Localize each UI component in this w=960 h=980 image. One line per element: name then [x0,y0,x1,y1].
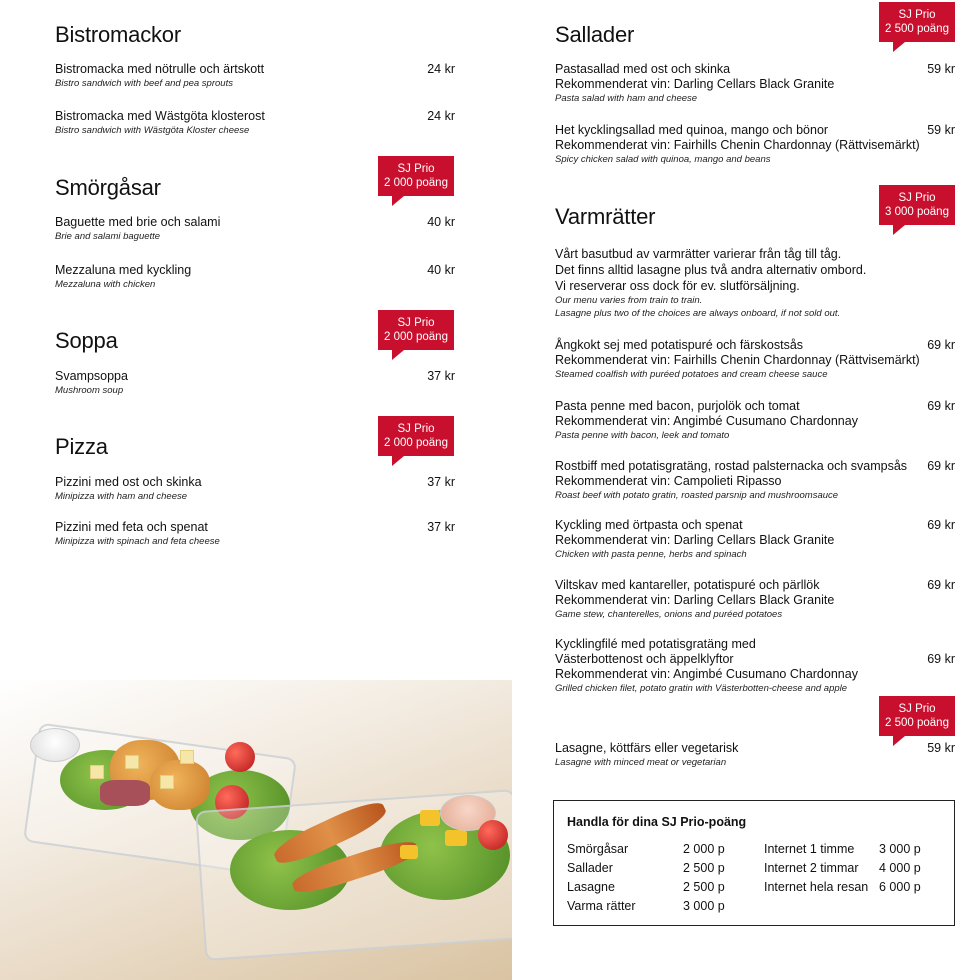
item-name: Bistromacka med Wästgöta klosterost [55,109,265,123]
item-price: 59 kr [927,62,955,76]
points-label: Internet 2 timmar [764,861,859,875]
menu-item [555,637,955,696]
points-table [553,800,955,926]
item-wine: Rekommenderat vin: Darling Cellars Black Granite [555,77,835,91]
salad-photo [0,680,512,980]
points-value: 6 000 p [879,880,921,894]
item-english: Mushroom soup [55,385,124,396]
item-english: Brie and salami baguette [55,231,161,242]
section-title-soppa: Soppa [55,328,118,353]
item-english: Mezzaluna with chicken [55,279,156,290]
points-label: Varma rätter [567,899,636,913]
item-price: 40 kr [427,263,455,277]
tomato [478,820,508,850]
item-name: Pastasallad med ost och skinka [555,62,731,76]
item-price: 69 kr [927,459,955,473]
item-name: Baguette med brie och salami [55,215,221,229]
menu-note [555,246,955,320]
badge-label: SJ Prio [898,703,936,715]
item-price: 69 kr [927,399,955,413]
cheese-cube [160,775,174,789]
badge-points: 2 000 poäng [384,177,448,189]
badge-points: 2 500 poäng [885,717,949,729]
item-name: Bistromacka med nötrulle och ärtskott [55,62,265,76]
item-name-line2: Västerbottenost och äppelklyftor [555,652,734,666]
item-name: Pizzini med feta och spenat [55,520,208,534]
item-english: Grilled chicken filet, potato gratin with Västerbotten-cheese and apple [555,683,848,694]
item-price: 69 kr [927,652,955,666]
menu-item [55,109,455,138]
points-label: Smörgåsar [567,842,629,856]
item-english: Bistro sandwich with Wästgöta Kloster cheese [55,125,250,136]
menu-item [55,475,455,504]
section-title-pizza: Pizza [55,434,108,459]
item-english: Lasagne with minced meat or vegetarian [555,757,727,768]
note-line: Vårt basutbud av varmrätter varierar från tåg till tåg. [555,247,842,261]
item-name: Svampsoppa [55,369,128,383]
mango-piece [445,830,467,846]
pasta [150,760,210,810]
item-wine: Rekommenderat vin: Darling Cellars Black Granite [555,593,835,607]
menu-item [55,62,455,91]
item-name: Mezzaluna med kyckling [55,263,192,277]
badge-points: 2 500 poäng [885,23,949,35]
item-english: Minipizza with spinach and feta cheese [55,536,220,547]
item-english: Steamed coalfish with puréed potatoes and cream cheese sauce [555,369,828,380]
item-wine: Rekommenderat vin: Campolieti Ripasso [555,474,782,488]
menu-item [55,369,455,398]
item-wine: Rekommenderat vin: Fairhills Chenin Chardonnay (Rättvisemärkt) [555,353,920,367]
sj-prio-badge [378,310,454,350]
ham [100,780,150,806]
item-english: Minipizza with ham and cheese [55,491,188,502]
section-title-varmratter: Varmrätter [555,204,656,229]
item-price: 69 kr [927,518,955,532]
item-name: Kyckling med örtpasta och spenat [555,518,743,532]
points-value: 2 500 p [683,880,725,894]
item-english: Pasta penne with bacon, leek and tomato [555,430,730,441]
badge-label: SJ Prio [898,192,936,204]
item-price: 69 kr [927,578,955,592]
item-wine: Rekommenderat vin: Angimbé Cusumano Chardonnay [555,667,858,681]
item-name: Ångkokt sej med potatispuré och färskostsås [555,338,804,352]
sj-prio-badge [378,156,454,196]
item-name: Het kycklingsallad med quinoa, mango och bönor [555,123,829,137]
item-name: Viltskav med kantareller, potatispuré och pärllök [555,578,820,592]
badge-points: 2 000 poäng [384,331,448,343]
item-price: 37 kr [427,475,455,489]
item-english: Roast beef with potato gratin, roasted parsnip and mushroomsauce [555,490,839,501]
dressing-cup [30,728,80,762]
item-name: Pasta penne med bacon, purjolök och tomat [555,399,800,413]
item-english: Chicken with pasta penne, herbs and spinach [555,549,747,560]
points-label: Sallader [567,861,613,875]
tomato [225,742,255,772]
item-name: Pizzini med ost och skinka [55,475,202,489]
item-name: Lasagne, köttfärs eller vegetarisk [555,741,739,755]
item-price: 59 kr [927,123,955,137]
sj-prio-badge [879,185,955,225]
menu-item [555,62,955,106]
points-label: Internet hela resan [764,880,869,894]
cheese-cube [180,750,194,764]
mango-piece [400,845,418,859]
menu-item [555,123,955,167]
item-price: 37 kr [427,369,455,383]
points-value: 2 000 p [683,842,725,856]
section-title-sallader: Sallader [555,22,635,47]
menu-item [55,215,455,244]
item-price: 24 kr [427,62,455,76]
sj-prio-badge [378,416,454,456]
sj-prio-badge [879,696,955,736]
points-value: 3 000 p [683,899,725,913]
item-name: Rostbiff med potatisgratäng, rostad palsternacka och svampsås [555,459,908,473]
item-price: 37 kr [427,520,455,534]
item-english: Game stew, chanterelles, onions and puréed potatoes [555,609,783,620]
points-value: 2 500 p [683,861,725,875]
cheese-cube [125,755,139,769]
badge-points: 3 000 poäng [885,206,949,218]
cheese-cube [90,765,104,779]
badge-label: SJ Prio [898,9,936,21]
badge-label: SJ Prio [397,163,435,175]
menu-item [55,520,455,549]
menu-item [555,518,955,562]
item-english: Bistro sandwich with beef and pea sprouts [55,78,233,89]
section-title-bistromackor: Bistromackor [55,22,181,47]
points-value: 4 000 p [879,861,921,875]
points-label: Internet 1 timme [764,842,855,856]
badge-label: SJ Prio [397,317,435,329]
item-wine: Rekommenderat vin: Angimbé Cusumano Chardonnay [555,414,858,428]
item-wine: Rekommenderat vin: Fairhills Chenin Chardonnay (Rättvisemärkt) [555,138,920,152]
mango-piece [420,810,440,826]
points-label: Lasagne [567,880,615,894]
item-name: Kycklingfilé med potatisgratäng med [555,637,756,651]
points-value: 3 000 p [879,842,921,856]
menu-item [555,578,955,622]
note-line-english: Our menu varies from train to train. [555,295,703,306]
item-price: 24 kr [427,109,455,123]
menu-item [555,338,955,382]
item-english: Spicy chicken salad with quinoa, mango and beans [555,154,771,165]
badge-label: SJ Prio [397,423,435,435]
item-price: 59 kr [927,741,955,755]
note-line: Vi reserverar oss dock för ev. slutförsäljning. [555,279,800,293]
menu-item [555,399,955,443]
note-line: Det finns alltid lasagne plus två andra alternativ ombord. [555,263,867,277]
section-title-smorgasar: Smörgåsar [55,175,161,200]
badge-points: 2 000 poäng [384,437,448,449]
points-title: Handla för dina SJ Prio-poäng [567,815,747,829]
item-price: 69 kr [927,338,955,352]
item-price: 40 kr [427,215,455,229]
sj-prio-badge [879,2,955,42]
menu-item [55,263,455,292]
item-english: Pasta salad with ham and cheese [555,93,698,104]
menu-item [555,459,955,503]
note-line-english: Lasagne plus two of the choices are always onboard, if not sold out. [555,308,841,319]
item-wine: Rekommenderat vin: Darling Cellars Black Granite [555,533,835,547]
